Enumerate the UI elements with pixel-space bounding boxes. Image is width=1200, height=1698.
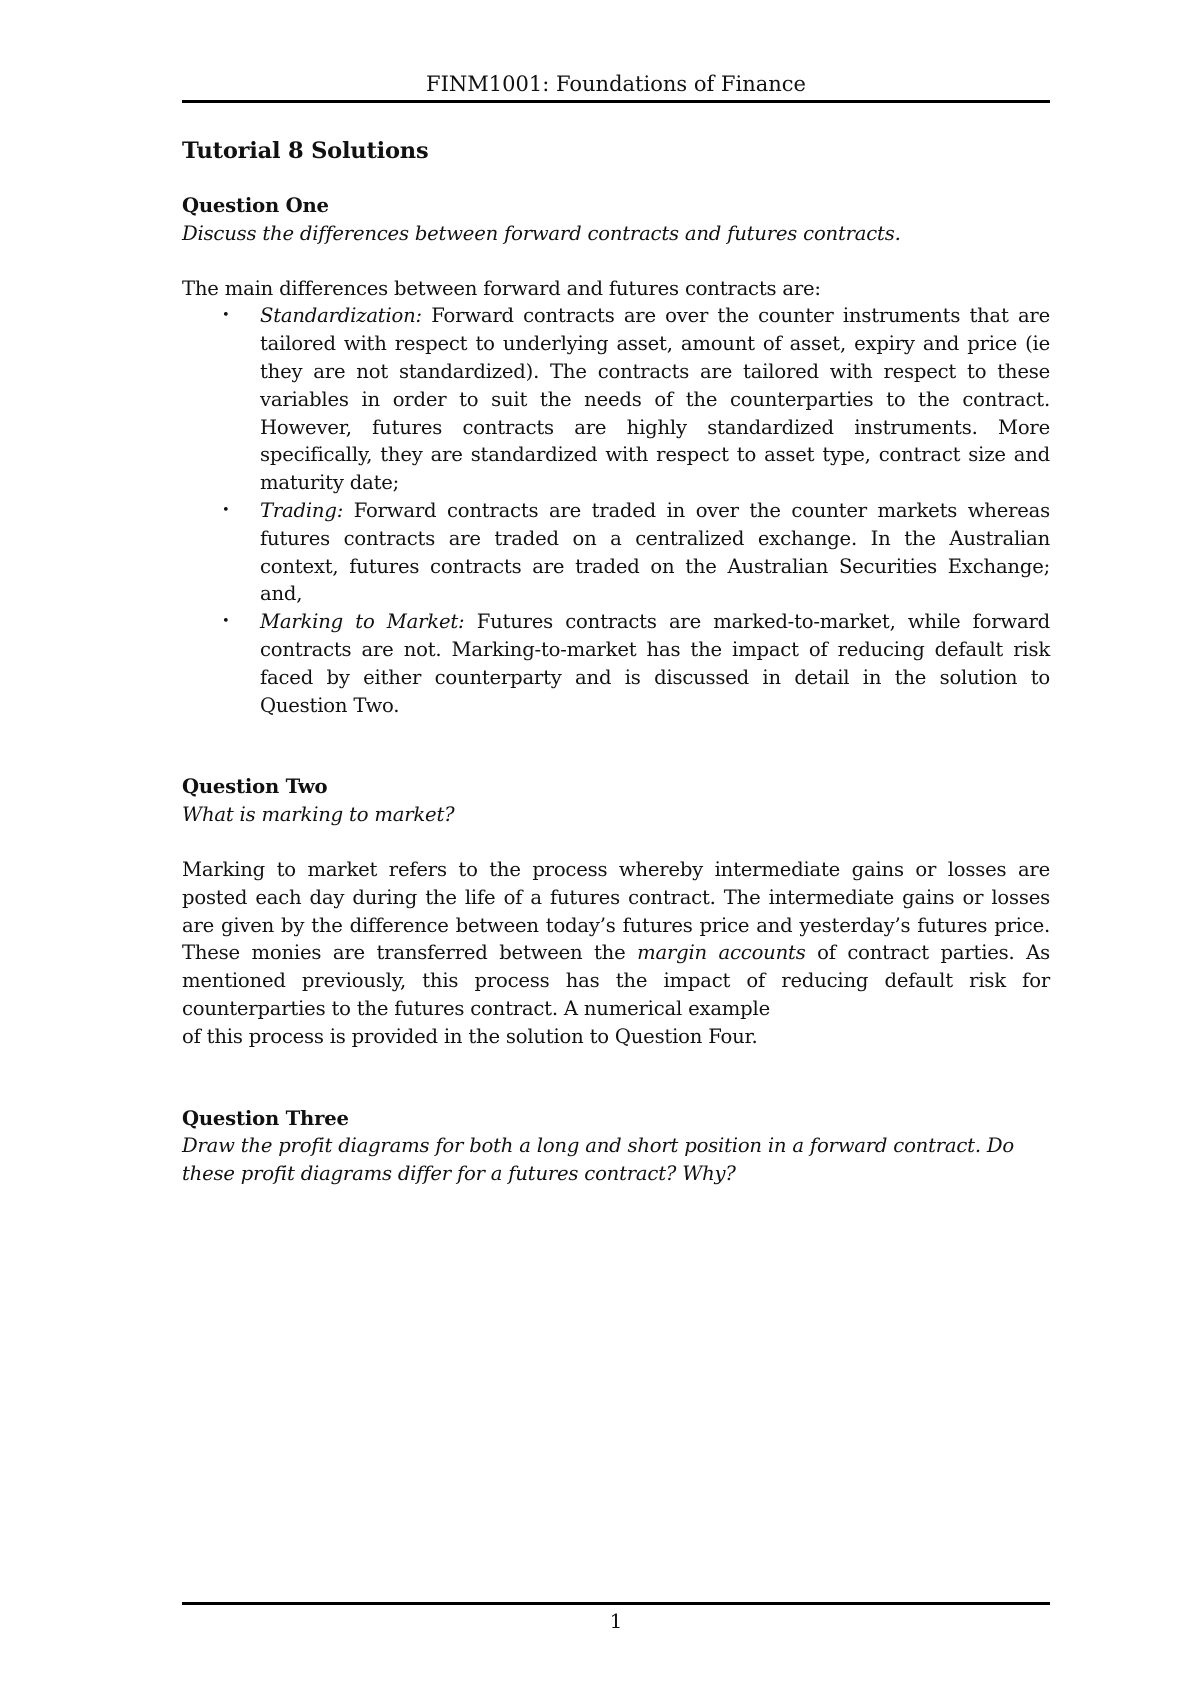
differences-list (182, 302, 1050, 719)
question-three-heading: Question Three (182, 1106, 349, 1130)
question-one-prompt: Discuss the differences between forward contracts and futures contracts. (182, 221, 901, 245)
text-standardization: Forward contracts are over the counter instruments that are tailored with respect to underlying asset, amount of asset, expiry and price (ie they are not standardized). The contracts are tailored with respect to these variables in order to suit the needs of the counterparties to the contract. However, futures contracts are highly standardized instruments. More specifically, they are standardized with respect to asset type, contract size and maturity date; (260, 304, 1050, 495)
list-item-standardization (182, 302, 1050, 497)
running-header: FINM1001: Foundations of Finance (426, 72, 806, 96)
question-three-section (182, 1105, 1050, 1188)
question-two-prompt: What is marking to market? (182, 803, 455, 827)
main-content (182, 130, 1050, 1188)
question-two-answer (182, 856, 1050, 1023)
question-one-heading: Question One (182, 194, 329, 217)
question-two-section (182, 773, 1050, 1050)
list-item-marking-to-market (182, 608, 1050, 719)
page-number: 1 (609, 1609, 623, 1633)
margin-accounts-term: margin accounts (637, 941, 806, 965)
answer-part-1: Marking to market refers to the process whereby intermediate gains or losses are posted each day during the life of a futures contract. The intermediate gains or losses are given by the difference between today’s futures price and yesterday’s futures price. These monies are transferred between the (182, 857, 1050, 965)
bullet-icon: • (222, 502, 230, 518)
text-marking-to-market: Futures contracts are marked-to-market, while forward contracts are not. Marking-to-market has the impact of reducing default risk faced by either counterparty and is discussed in detail in the solution to Question Two. (260, 610, 1050, 717)
text-trading: Forward contracts are traded in over the counter markets whereas futures contracts are traded on a centralized exchange. In the Australian context, futures contracts are traded on the Australian Securities Exchange; and, (260, 498, 1050, 606)
footer-divider (182, 1602, 1050, 1605)
term-trading: Trading: (260, 498, 344, 522)
term-marking-to-market: Marking to Market: (260, 610, 465, 634)
list-item-trading (182, 497, 1050, 608)
term-standardization: Standardization: (260, 304, 422, 328)
question-three-prompt: Draw the profit diagrams for both a long and short position in a forward contract. Do these profit diagrams differ for a futures contract? Why? (182, 1134, 1015, 1186)
question-two-heading: Question Two (182, 775, 328, 799)
header-divider (182, 100, 1050, 103)
question-one-section (182, 192, 1050, 719)
answer-part-2: of contract parties. As mentioned previously, this process has the impact of reducing default risk for counterparties to the futures contract. A numerical example (182, 941, 1050, 1020)
question-one-intro: The main differences between forward and futures contracts are: (182, 276, 821, 300)
page-title: Tutorial 8 Solutions (182, 138, 429, 164)
bullet-icon: • (222, 614, 230, 630)
bullet-icon: • (222, 308, 230, 324)
question-two-answer-line2: of this process is provided in the solution to Question Four. (182, 1024, 758, 1048)
